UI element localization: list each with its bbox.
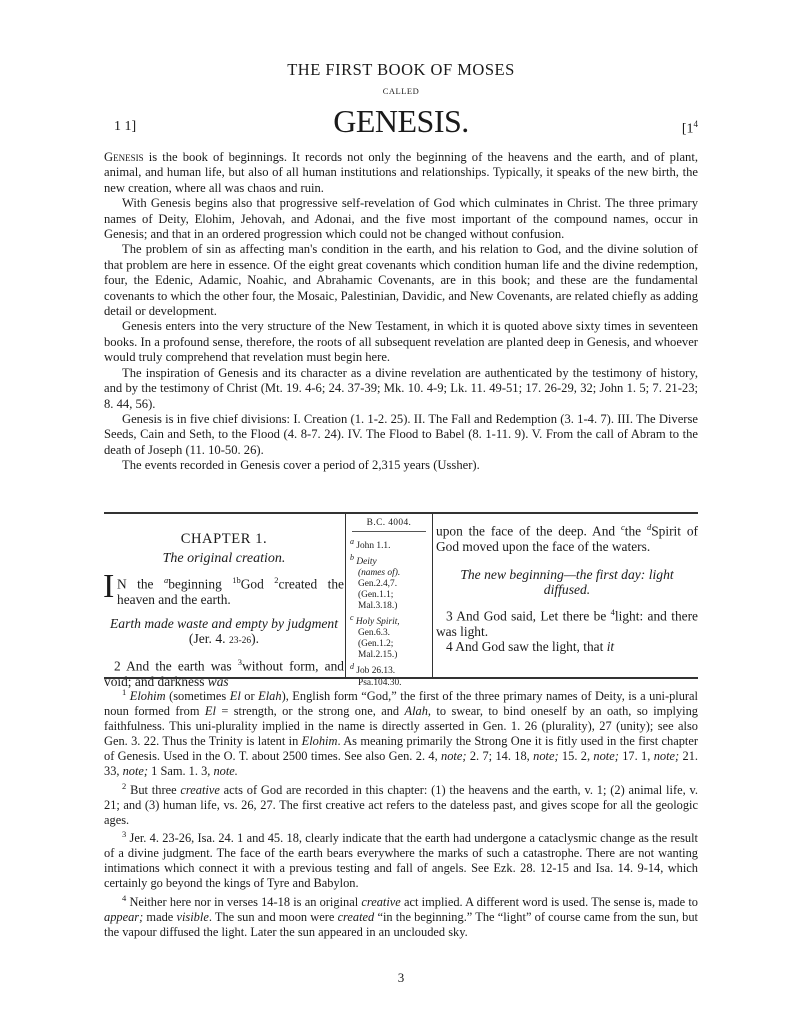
cross-ref-text: (Gen.1.1;: [358, 590, 394, 601]
cross-ref-text: John 1.1.: [356, 541, 391, 552]
footnotes: [104, 685, 698, 940]
cross-ref-mark: d: [350, 662, 354, 672]
section-subtitle: The original creation.: [162, 550, 286, 566]
note-text: . As meaning primarily the Strong One it is fitly used in the first chapter of Genesis. Used in the O. T. about 2500 times. See also Gen. 2. 4,: [104, 733, 698, 763]
verse-text: 3 And God said, Let there be: [446, 608, 611, 624]
note-text: But three: [130, 782, 181, 797]
note-text: creative: [361, 895, 401, 910]
subtitle-ref: (Jer. 4.: [188, 630, 229, 646]
verse-text: 2 And the earth was: [114, 658, 238, 674]
note-text: 21. 33,: [104, 748, 698, 778]
intro-paragraph: [104, 150, 698, 196]
verse-text: Spirit of God moved upon the face of the waters.: [436, 523, 699, 555]
called-label: CALLED: [382, 86, 420, 96]
subtitle-text: Earth made waste and empty by judgment: [109, 615, 339, 631]
cross-reference-item[interactable]: [350, 601, 432, 612]
cross-ref-text: Psa.104.30.: [358, 677, 402, 688]
note-text: creative: [180, 782, 220, 797]
note-text: (sometimes: [165, 689, 230, 704]
cross-reference-item[interactable]: [350, 552, 432, 568]
cross-ref-text: Deity: [356, 557, 377, 568]
scripture-column-right: [436, 520, 698, 655]
scripture-column-left: [104, 514, 344, 690]
drop-cap: I: [103, 568, 115, 606]
note-text: note.: [213, 763, 238, 778]
cross-reference-item[interactable]: [350, 639, 432, 650]
cross-reference-list: [346, 532, 432, 689]
subtitle-ref: ).: [251, 630, 260, 646]
chapter-ref-right: [682, 119, 698, 138]
note-text: 15. 2,: [558, 748, 594, 763]
note-text: note;: [593, 748, 619, 763]
footnote-number: 2: [122, 780, 127, 791]
page-number: 3: [397, 970, 405, 985]
footnote-4: [104, 891, 698, 940]
cross-ref-text: Gen.6.3.: [358, 628, 391, 639]
intro-lead-word: Genesis: [104, 150, 144, 164]
subtitle-ref: 23-26: [228, 635, 252, 646]
section-subtitle: The new beginning—the first day: light diffused.: [460, 566, 674, 597]
note-text: ), English form “God,” the first of the three primary names of Deity, is a uni-plural noun formed from: [104, 689, 698, 719]
footnote-3: [104, 827, 698, 891]
intro-paragraph: The problem of sin as affecting man's condition in the earth, and his relation to God, and the divine solution of that problem are here in essence. Of the eight great covenants which condition human life and the divine redemption, four, the Edenic, Adamic, Noahic, and Abrahamic Covenants, are in this book; and these are the fundamental covenants to which the other four, the Mosaic, Palestinian, Davidic, and New Covenants, are related chiefly as adding detail or development.: [104, 242, 699, 319]
ref-right-text: [1: [681, 121, 694, 137]
date-label: B.C. 4004.: [352, 514, 426, 532]
note-text: made: [143, 910, 177, 925]
intro-paragraph: The events recorded in Genesis cover a period of 2,315 years (Ussher).: [122, 458, 480, 473]
note-text: = strength, or the strong one, and: [215, 704, 405, 719]
verse-text: the: [624, 523, 647, 539]
verse-text: N the: [117, 576, 164, 592]
verse-text-italic: it: [606, 639, 615, 655]
intro-paragraph: The inspiration of Genesis and its character as a divine revelation are authenticated by the testimony of history, and by the testimony of Christ (Mt. 19. 4-6; 24. 37-39; Mk. 10. 4-9; Lk. 11. 49-51; 17. 26-29, 32; John 1. 5; 7. 21-23; 8. 44, 56).: [104, 365, 698, 411]
footnote-number: 4: [122, 893, 127, 904]
verse-4: [436, 639, 698, 655]
note-text: appear;: [104, 910, 144, 925]
cross-ref-mark: a: [350, 537, 354, 546]
note-text: , to swear, to bind oneself by an oath, so implying faithfulness. This uni-plurality implied in the name is directly asserted in Gen. 1. 26 (plurality), 27 (unity); see also Gen. 3. 22. Thus the Trinity is latent in: [104, 704, 698, 748]
footnote-mark[interactable]: 3: [237, 656, 243, 667]
verse-text: God: [240, 576, 275, 592]
intro-paragraph: Genesis is in five chief divisions: I. Creation (1. 1-2. 25). II. The Fall and Redemption (3. 1-4. 7). III. The Diverse Seeds, Cain and Seth, to the Flood (4. 8-7. 24). IV. The Flood to Babel (8. 1-11. 9). V. From the call of Abram to the death of Joseph (11. 10-50. 26).: [104, 411, 698, 457]
note-text: . The sun and moon were: [208, 910, 338, 925]
note-text: created: [337, 910, 375, 925]
verse-text: light: and there was light.: [436, 608, 698, 639]
note-text: “in the beginning.” The “light” of course came from the sun, but the vapour diffused the light. Later the sun appeared in an unclouded sky.: [104, 910, 698, 940]
cross-ref-text: (names of).: [358, 568, 401, 579]
section-divider-bottom: [104, 677, 698, 679]
cross-ref-text: Holy Spirit,: [355, 617, 400, 628]
cross-reference-item[interactable]: [350, 579, 432, 590]
note-text: Neither here nor in verses 14-18 is an original: [129, 895, 362, 910]
footnote-mark[interactable]: 2: [274, 575, 279, 586]
note-text: Alah: [404, 704, 428, 719]
note-text: El: [204, 704, 216, 719]
note-text: acts of God are recorded in this chapter: (1) the heavens and the earth, v. 1; (2) animal life, v. 21; and (3) human life, vs. 26, 27. The first creative act refers to the dateless past, and gives scope for all the geologic ages.: [104, 782, 698, 827]
cross-ref-mark: c: [350, 613, 354, 623]
chapter-ref-left: 1 1]: [114, 119, 137, 134]
cross-reference-item[interactable]: [350, 612, 432, 628]
book-title: THE FIRST BOOK OF MOSES: [287, 60, 515, 79]
footnote-mark[interactable]: 4: [610, 606, 615, 617]
note-text: or: [240, 689, 259, 704]
verse-3: [436, 605, 698, 640]
verse-1: [103, 568, 345, 608]
note-text: visible: [176, 910, 209, 925]
note-text: 17. 1,: [618, 748, 654, 763]
cross-ref-text: (Gen.1.2;: [358, 639, 394, 650]
cross-ref-text: Mal.2.15.): [358, 650, 398, 661]
note-text: Elah: [258, 689, 282, 704]
verse-text: beginning: [168, 576, 233, 592]
chapter-heading: CHAPTER 1.: [180, 531, 268, 547]
verse-2-continued: [436, 520, 698, 555]
cross-reference-item[interactable]: [350, 661, 432, 677]
note-text: note;: [533, 748, 559, 763]
intro-paragraph: Genesis enters into the very structure of the New Testament, in which it is quoted above sixty times in seventeen books. In a profound sense, therefore, the roots of all subsequent revelation are planted deep in Genesis, and whoever would truly comprehend that revelation must begin here.: [104, 319, 698, 365]
footnote-2: [104, 779, 698, 828]
verse-text: upon the face of the deep. And: [436, 523, 621, 539]
verse-text: without form, and void; and darkness: [104, 658, 345, 689]
note-text: note;: [122, 763, 149, 778]
scripture-columns: [103, 514, 699, 689]
cross-reference-item[interactable]: [350, 536, 432, 552]
footnote-number: 1: [122, 687, 127, 697]
footnote-1: [104, 685, 698, 779]
cross-reference-item[interactable]: [350, 568, 432, 579]
verse-text: created the heaven and the earth.: [117, 576, 345, 608]
book-name-heading: GENESIS.: [333, 103, 469, 139]
section-subtitle: [104, 616, 344, 649]
note-text: Elohim: [301, 733, 338, 748]
intro-text: is the book of beginnings. It records not only the beginning of the heavens and the earth, and of plant, animal, and human life, but also of all human institutions and relationships. Typically, it speaks of the new birth, the new creation, where all was chaos and ruin.: [104, 150, 698, 195]
note-text: 1 Sam. 1. 3,: [148, 763, 214, 778]
center-reference-column: [345, 514, 433, 688]
cross-reference-item[interactable]: [350, 628, 432, 639]
cross-ref-mark[interactable]: c: [620, 522, 625, 532]
note-text: Jer. 4. 23-26, Isa. 24. 1 and 45. 18, clearly indicate that the earth had undergone a cataclysmic change as the result of a divine judgment. The face of the earth bears everywhere the marks of such a catastrophe. There are not wanting intimations which connect it with a previous testing and fall of angels. See Ezk. 28. 12-15 and Isa. 14. 9-14, which certainly go beyond the kings of Tyre and Babylon.: [104, 831, 698, 891]
cross-ref-text: Gen.2.4,7.: [358, 579, 398, 590]
cross-reference-item[interactable]: [350, 650, 432, 661]
footnote-mark[interactable]: 1b: [232, 575, 241, 586]
note-text: act implied. A different word is used. The sense is, made to: [400, 895, 698, 910]
ref-right-sup: 4: [693, 119, 698, 129]
cross-ref-text: Mal.3.18.): [358, 601, 398, 612]
cross-ref-mark[interactable]: a: [163, 575, 169, 586]
note-text: note;: [441, 748, 467, 763]
verse-text-italic: was: [207, 673, 229, 689]
verse-text: 4 And God saw the light, that: [446, 639, 607, 655]
cross-ref-text: Job 26.13.: [356, 666, 396, 677]
note-text: note;: [653, 748, 680, 763]
cross-reference-item[interactable]: [350, 590, 432, 601]
intro-paragraph: With Genesis begins also that progressive self-revelation of God which culminates in Christ. The three primary names of Deity, Elohim, Jehovah, and Adonai, and the five most important of the compound names, occur in Genesis; and that in an ordered progression which could not be changed without confusion.: [104, 196, 698, 242]
note-text: El: [229, 689, 241, 704]
cross-ref-mark: b: [350, 553, 354, 563]
footnote-number: 3: [122, 829, 127, 840]
cross-ref-mark[interactable]: d: [646, 522, 652, 532]
note-text: Elohim: [129, 689, 166, 704]
book-introduction: [104, 150, 698, 474]
note-text: 2. 7; 14. 18,: [466, 748, 534, 763]
